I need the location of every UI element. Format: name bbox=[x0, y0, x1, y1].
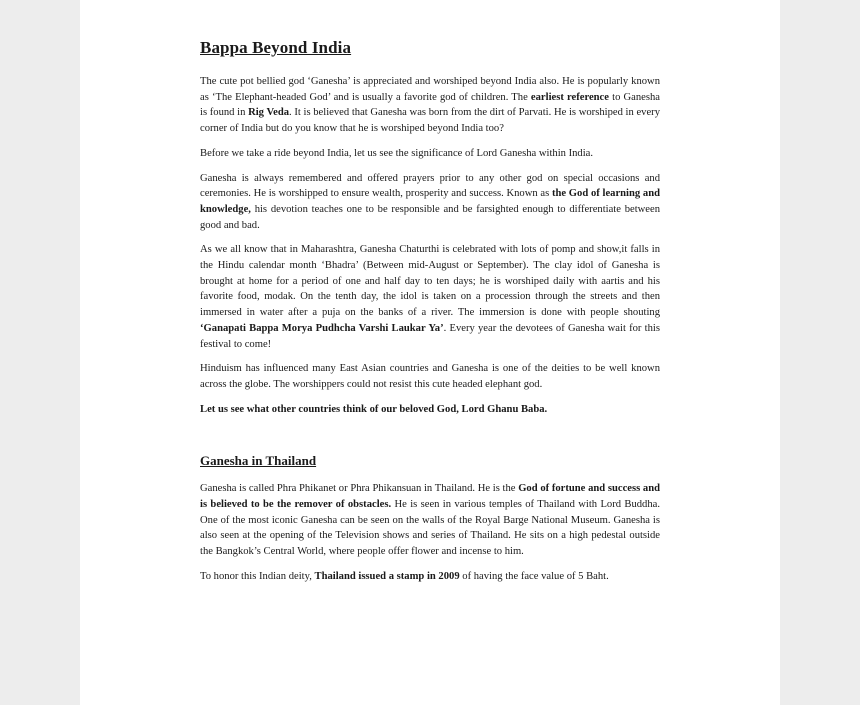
paragraph-prayers: Ganesha is always remembered and offered prayers prior to any other god on special occasions and ceremonies. He is worshipped to ensure wealth, prosperity and success. Known as the God of learning and knowledge, his devotion teaches one to be responsible and be farsighted enough to differentiate between good and bad. bbox=[200, 172, 660, 231]
paragraph-stamp: To honor this Indian deity, Thailand issued a stamp in 2009 of having the face value of 5 Baht. bbox=[200, 570, 609, 582]
paragraph-countries: Let us see what other countries think of our beloved God, Lord Ghanu Baba. bbox=[200, 403, 548, 415]
document-page bbox=[80, 0, 780, 705]
paragraph-hinduism: Hinduism has influenced many East Asian countries and Ganesha is one of the deities to be well known across the globe. The worshippers could not resist this cute headed elephant god. bbox=[200, 363, 660, 390]
paragraph-intro: The cute pot bellied god ‘Ganesha’ is appreciated and worshiped beyond India also. He is popularly known as ‘The Elephant-headed God’ and is usually a favorite god of children. The earliest reference to Ganesha is found in Rig Veda. It is believed that Ganesha was born from the dirt of Parvati. He is worshiped in every corner of India but do you know that he is worshiped beyond India too? bbox=[200, 76, 661, 135]
document-body bbox=[200, 36, 660, 594]
paragraph-thailand: Ganesha is called Phra Phikanet or Phra Phikansuan in Thailand. He is the God of fortune and success and is believed to be the remover of obstacles. He is seen in various temples of Thailand with Lord Buddha. One of the most iconic Ganesha can be seen on the walls of the Royal Barge National Museum. Ganesha is also seen at the opening of the Television shows and series of Thailand. He sits on a high pedestal outside the Bangkok’s Central World, where people offer flower and incense to him. bbox=[200, 483, 661, 558]
paragraph-maharashtra: As we all know that in Maharashtra, Ganesha Chaturthi is celebrated with lots of pomp and show,it falls in the Hindu calendar month ‘Bhadra’ (Between mid-August or September). The clay idol of Ganesha is brought at home for a period of one and half day to ten days; he is worshiped daily with aartis and his favorite food, modak. On the tenth day, the idol is taken on a procession through the streets and then immersed in water after a puja on the banks of a river. The immersion is done with people shouting ‘Ganapati Bappa Morya Pudhcha Varshi Laukar Ya’. Every year the devotees of Ganesha wait for this festival to come! bbox=[200, 244, 660, 350]
page-title: Bappa Beyond India bbox=[200, 38, 352, 57]
paragraph-significance: Before we take a ride beyond India, let us see the significance of Lord Ganesha within India. bbox=[200, 147, 594, 159]
section-spacer bbox=[200, 426, 660, 452]
section-heading-thailand: Ganesha in Thailand bbox=[200, 453, 317, 469]
